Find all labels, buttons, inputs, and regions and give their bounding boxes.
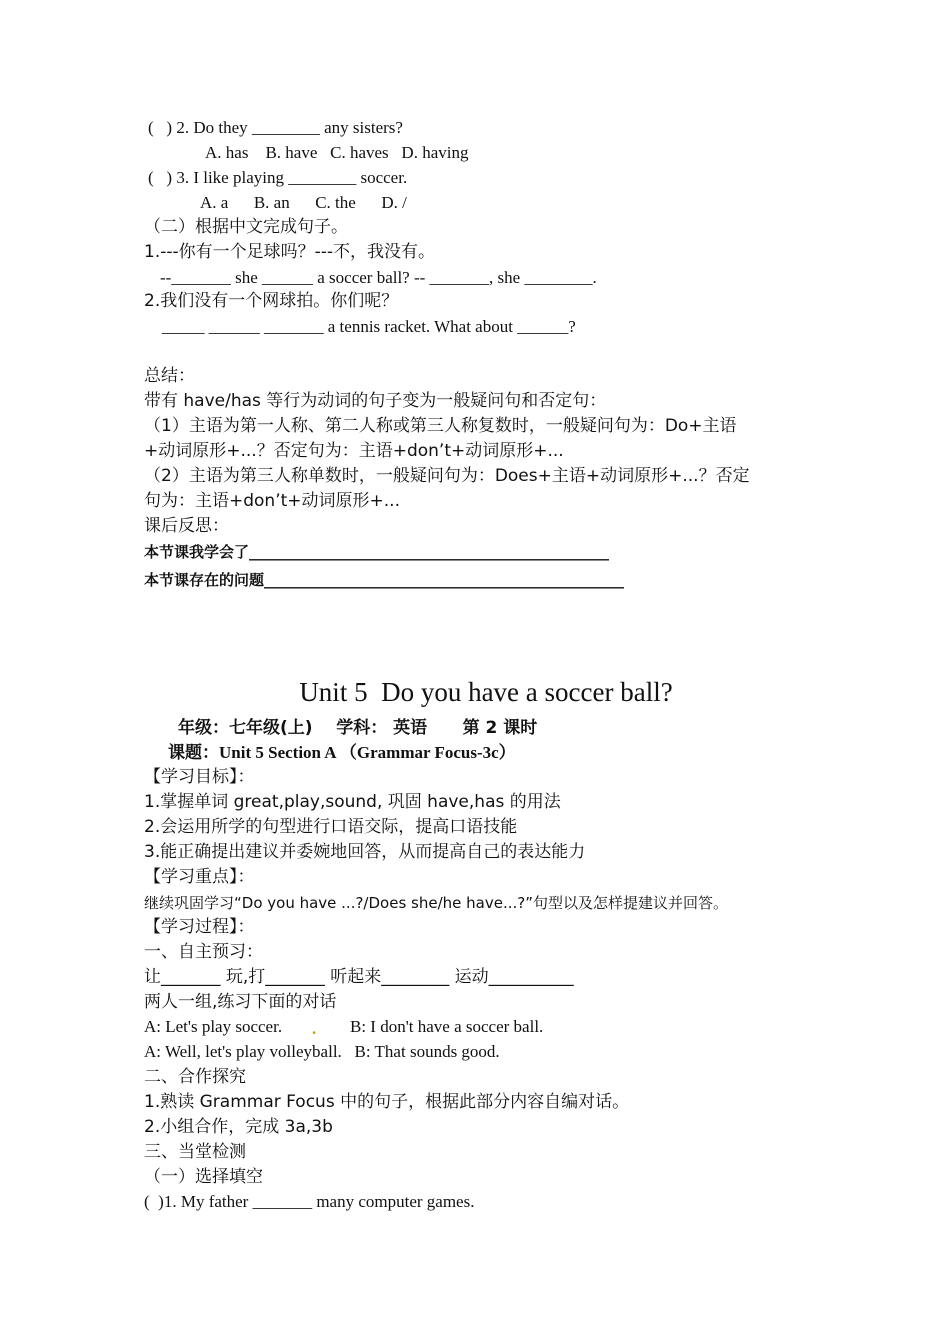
learned-line: 本节课我学会了________________________________________________ — [144, 543, 610, 561]
dialog-1-b: B: I don't have a soccer ball. — [350, 1017, 544, 1036]
goals-heading: 【学习目标】： — [144, 767, 255, 787]
summary-rule-1a: （1）主语为第一人称、第二人称或第三人称复数时，一般疑问句为：Do+主语 — [144, 416, 737, 436]
reflection-heading: 课后反思： — [144, 516, 229, 536]
dialog-2: A: Well, let's play volleyball. B: That sounds good. — [144, 1042, 500, 1061]
summary-rule-2b: 句为：主语+don’t+动词原形+... — [144, 491, 400, 511]
question-3: ( ) 3. I like playing ________ soccer. — [148, 168, 408, 187]
dialog-1-a: A: Let's play soccer. — [144, 1017, 283, 1036]
summary-intro: 带有 have/has 等行为动词的句子变为一般疑问句和否定句： — [144, 391, 607, 411]
coop-heading: 二、合作探究 — [144, 1067, 246, 1087]
question-2-options: A. has B. have C. haves D. having — [205, 143, 469, 162]
coop-1: 1.熟读 Grammar Focus 中的句子，根据此部分内容自编对话。 — [144, 1092, 630, 1112]
process-heading: 【学习过程】： — [144, 917, 255, 937]
problems-line: 本节课存在的问题________________________________________________ — [144, 571, 625, 589]
question-1: ( )1. My father _______ many computer games. — [144, 1192, 475, 1211]
pair-practice: 两人一组,练习下面的对话 — [144, 992, 337, 1012]
focus-heading: 【学习重点】： — [144, 867, 255, 887]
coop-2: 2.小组合作，完成 3a,3b — [144, 1117, 333, 1137]
sentence-1-english: --_______ she ______ a soccer ball? -- _______, she ________. — [160, 268, 597, 287]
summary-rule-2a: （2）主语为第三人称单数时，一般疑问句为：Does+主语+动词原形+...？否定 — [144, 466, 750, 486]
part-two-heading: （二）根据中文完成句子。 — [144, 217, 348, 237]
sentence-2-english: _____ ______ _______ a tennis racket. What about ______? — [162, 317, 576, 336]
check-heading: 三、当堂检测 — [144, 1142, 246, 1162]
focus-text: 继续巩固学习“Do you have ...?/Does she/he have...?”句型以及怎样提建议并回答。 — [144, 894, 728, 912]
decorative-dot: . — [312, 1019, 317, 1038]
question-3-options: A. a B. an C. the D. / — [200, 193, 407, 212]
goal-1: 1.掌握单词 great,play,sound, 巩固 have,has 的用法 — [144, 792, 561, 812]
preview-heading: 一、自主预习： — [144, 942, 263, 962]
summary-heading: 总结： — [144, 366, 195, 386]
sentence-2-chinese: 2.我们没有一个网球拍。你们呢？ — [144, 291, 399, 311]
lesson-meta: 年级：七年级(上) 学科： 英语 第 2 课时 — [178, 718, 538, 738]
goal-2: 2.会运用所学的句型进行口语交际，提高口语技能 — [144, 817, 518, 837]
choice-heading: （一）选择填空 — [144, 1167, 263, 1187]
vocab-line: 让_______ 玩,打_______ 听起来________ 运动__________ — [144, 967, 574, 987]
summary-rule-1b: +动词原形+...？否定句为：主语+don’t+动词原形+... — [144, 441, 564, 461]
question-2: ( ) 2. Do they ________ any sisters? — [148, 118, 403, 137]
lesson-title: Unit 5 Do you have a soccer ball? — [299, 677, 673, 707]
goal-3: 3.能正确提出建议并委婉地回答，从而提高自己的表达能力 — [144, 842, 586, 862]
sentence-1-chinese: 1.---你有一个足球吗？---不，我没有。 — [144, 242, 436, 262]
lesson-topic: 课题：Unit 5 Section A （Grammar Focus-3c） — [168, 743, 516, 762]
